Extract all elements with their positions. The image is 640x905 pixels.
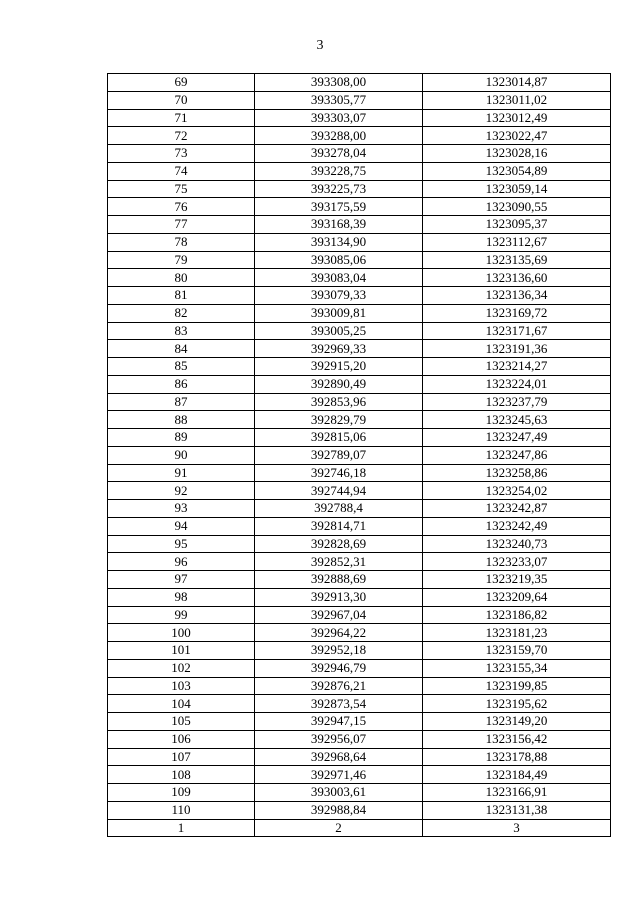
x-coordinate-cell: 392969,33 <box>255 340 423 358</box>
x-coordinate-cell: 392873,54 <box>255 695 423 713</box>
table-row <box>108 127 611 145</box>
y-coordinate-cell: 1323054,89 <box>423 162 611 180</box>
table-row <box>108 340 611 358</box>
x-coordinate-cell: 392853,96 <box>255 393 423 411</box>
point-number-cell: 96 <box>108 553 255 571</box>
point-number-cell: 98 <box>108 588 255 606</box>
point-number-cell: 84 <box>108 340 255 358</box>
x-coordinate-cell: 392814,71 <box>255 517 423 535</box>
x-coordinate-cell: 392915,20 <box>255 358 423 376</box>
table-row <box>108 446 611 464</box>
point-number-cell: 80 <box>108 269 255 287</box>
x-coordinate-cell: 393079,33 <box>255 287 423 305</box>
table-row <box>108 695 611 713</box>
x-coordinate-cell: 2 <box>255 819 423 837</box>
point-number-cell: 79 <box>108 251 255 269</box>
x-coordinate-cell: 393134,90 <box>255 233 423 251</box>
table-row <box>108 677 611 695</box>
x-coordinate-cell: 392746,18 <box>255 464 423 482</box>
table-row <box>108 91 611 109</box>
table-row <box>108 198 611 216</box>
y-coordinate-cell: 1323191,36 <box>423 340 611 358</box>
table-row <box>108 109 611 127</box>
point-number-cell: 95 <box>108 535 255 553</box>
point-number-cell: 73 <box>108 145 255 163</box>
point-number-cell: 100 <box>108 624 255 642</box>
y-coordinate-cell: 1323131,38 <box>423 801 611 819</box>
x-coordinate-cell: 392952,18 <box>255 642 423 660</box>
table-row <box>108 269 611 287</box>
y-coordinate-cell: 1323155,34 <box>423 659 611 677</box>
y-coordinate-cell: 1323136,34 <box>423 287 611 305</box>
x-coordinate-cell: 392852,31 <box>255 553 423 571</box>
y-coordinate-cell: 1323112,67 <box>423 233 611 251</box>
table-row <box>108 393 611 411</box>
y-coordinate-cell: 1323022,47 <box>423 127 611 145</box>
y-coordinate-cell: 1323237,79 <box>423 393 611 411</box>
coordinates-table-body <box>108 74 611 837</box>
point-number-cell: 110 <box>108 801 255 819</box>
point-number-cell: 101 <box>108 642 255 660</box>
y-coordinate-cell: 1323240,73 <box>423 535 611 553</box>
y-coordinate-cell: 3 <box>423 819 611 837</box>
point-number-cell: 86 <box>108 375 255 393</box>
point-number-cell: 1 <box>108 819 255 837</box>
point-number-cell: 82 <box>108 304 255 322</box>
point-number-cell: 103 <box>108 677 255 695</box>
x-coordinate-cell: 392971,46 <box>255 766 423 784</box>
x-coordinate-cell: 393288,00 <box>255 127 423 145</box>
y-coordinate-cell: 1323247,49 <box>423 429 611 447</box>
table-row <box>108 251 611 269</box>
table-row <box>108 233 611 251</box>
x-coordinate-cell: 393175,59 <box>255 198 423 216</box>
y-coordinate-cell: 1323090,55 <box>423 198 611 216</box>
y-coordinate-cell: 1323059,14 <box>423 180 611 198</box>
point-number-cell: 74 <box>108 162 255 180</box>
point-number-cell: 78 <box>108 233 255 251</box>
table-row <box>108 411 611 429</box>
y-coordinate-cell: 1323195,62 <box>423 695 611 713</box>
table-row <box>108 180 611 198</box>
table-row <box>108 322 611 340</box>
y-coordinate-cell: 1323028,16 <box>423 145 611 163</box>
x-coordinate-cell: 392876,21 <box>255 677 423 695</box>
table-row <box>108 659 611 677</box>
point-number-cell: 76 <box>108 198 255 216</box>
x-coordinate-cell: 393168,39 <box>255 216 423 234</box>
table-row <box>108 571 611 589</box>
table-row <box>108 553 611 571</box>
x-coordinate-cell: 392964,22 <box>255 624 423 642</box>
x-coordinate-cell: 393305,77 <box>255 91 423 109</box>
y-coordinate-cell: 1323199,85 <box>423 677 611 695</box>
table-row <box>108 287 611 305</box>
point-number-cell: 70 <box>108 91 255 109</box>
x-coordinate-cell: 392789,07 <box>255 446 423 464</box>
point-number-cell: 97 <box>108 571 255 589</box>
x-coordinate-cell: 393003,61 <box>255 784 423 802</box>
y-coordinate-cell: 1323156,42 <box>423 730 611 748</box>
table-row <box>108 145 611 163</box>
y-coordinate-cell: 1323011,02 <box>423 91 611 109</box>
y-coordinate-cell: 1323012,49 <box>423 109 611 127</box>
table-row <box>108 748 611 766</box>
y-coordinate-cell: 1323184,49 <box>423 766 611 784</box>
point-number-cell: 93 <box>108 500 255 518</box>
x-coordinate-cell: 393005,25 <box>255 322 423 340</box>
point-number-cell: 71 <box>108 109 255 127</box>
table-row <box>108 713 611 731</box>
table-row <box>108 606 611 624</box>
table-row <box>108 375 611 393</box>
table-row <box>108 624 611 642</box>
y-coordinate-cell: 1323014,87 <box>423 74 611 92</box>
y-coordinate-cell: 1323169,72 <box>423 304 611 322</box>
table-row <box>108 429 611 447</box>
x-coordinate-cell: 393009,81 <box>255 304 423 322</box>
y-coordinate-cell: 1323149,20 <box>423 713 611 731</box>
table-row <box>108 304 611 322</box>
x-coordinate-cell: 392788,4 <box>255 500 423 518</box>
point-number-cell: 91 <box>108 464 255 482</box>
y-coordinate-cell: 1323186,82 <box>423 606 611 624</box>
point-number-cell: 99 <box>108 606 255 624</box>
point-number-cell: 90 <box>108 446 255 464</box>
x-coordinate-cell: 392988,84 <box>255 801 423 819</box>
x-coordinate-cell: 393085,06 <box>255 251 423 269</box>
y-coordinate-cell: 1323159,70 <box>423 642 611 660</box>
y-coordinate-cell: 1323242,87 <box>423 500 611 518</box>
x-coordinate-cell: 393308,00 <box>255 74 423 92</box>
x-coordinate-cell: 393225,73 <box>255 180 423 198</box>
point-number-cell: 83 <box>108 322 255 340</box>
point-number-cell: 72 <box>108 127 255 145</box>
point-number-cell: 108 <box>108 766 255 784</box>
y-coordinate-cell: 1323258,86 <box>423 464 611 482</box>
point-number-cell: 85 <box>108 358 255 376</box>
y-coordinate-cell: 1323178,88 <box>423 748 611 766</box>
column-index-row <box>108 819 611 837</box>
y-coordinate-cell: 1323224,01 <box>423 375 611 393</box>
x-coordinate-cell: 393303,07 <box>255 109 423 127</box>
page-number: 3 <box>316 38 324 53</box>
y-coordinate-cell: 1323247,86 <box>423 446 611 464</box>
x-coordinate-cell: 392744,94 <box>255 482 423 500</box>
y-coordinate-cell: 1323233,07 <box>423 553 611 571</box>
x-coordinate-cell: 392829,79 <box>255 411 423 429</box>
x-coordinate-cell: 393083,04 <box>255 269 423 287</box>
table-row <box>108 535 611 553</box>
y-coordinate-cell: 1323095,37 <box>423 216 611 234</box>
point-number-cell: 106 <box>108 730 255 748</box>
y-coordinate-cell: 1323245,63 <box>423 411 611 429</box>
table-row <box>108 517 611 535</box>
y-coordinate-cell: 1323166,91 <box>423 784 611 802</box>
y-coordinate-cell: 1323219,35 <box>423 571 611 589</box>
y-coordinate-cell: 1323242,49 <box>423 517 611 535</box>
table-row <box>108 74 611 92</box>
table-row <box>108 216 611 234</box>
table-row <box>108 588 611 606</box>
y-coordinate-cell: 1323136,60 <box>423 269 611 287</box>
y-coordinate-cell: 1323209,64 <box>423 588 611 606</box>
point-number-cell: 102 <box>108 659 255 677</box>
x-coordinate-cell: 392956,07 <box>255 730 423 748</box>
table-row <box>108 500 611 518</box>
x-coordinate-cell: 393228,75 <box>255 162 423 180</box>
x-coordinate-cell: 392946,79 <box>255 659 423 677</box>
table-row <box>108 358 611 376</box>
table-row <box>108 766 611 784</box>
x-coordinate-cell: 392890,49 <box>255 375 423 393</box>
y-coordinate-cell: 1323214,27 <box>423 358 611 376</box>
x-coordinate-cell: 392968,64 <box>255 748 423 766</box>
point-number-cell: 69 <box>108 74 255 92</box>
table-row <box>108 464 611 482</box>
point-number-cell: 88 <box>108 411 255 429</box>
x-coordinate-cell: 392967,04 <box>255 606 423 624</box>
table-row <box>108 642 611 660</box>
point-number-cell: 109 <box>108 784 255 802</box>
x-coordinate-cell: 392828,69 <box>255 535 423 553</box>
point-number-cell: 87 <box>108 393 255 411</box>
point-number-cell: 75 <box>108 180 255 198</box>
y-coordinate-cell: 1323135,69 <box>423 251 611 269</box>
table-row <box>108 730 611 748</box>
point-number-cell: 94 <box>108 517 255 535</box>
x-coordinate-cell: 392815,06 <box>255 429 423 447</box>
table-row <box>108 162 611 180</box>
coordinates-table <box>107 73 611 837</box>
y-coordinate-cell: 1323181,23 <box>423 624 611 642</box>
y-coordinate-cell: 1323254,02 <box>423 482 611 500</box>
point-number-cell: 81 <box>108 287 255 305</box>
y-coordinate-cell: 1323171,67 <box>423 322 611 340</box>
point-number-cell: 107 <box>108 748 255 766</box>
table-row <box>108 784 611 802</box>
x-coordinate-cell: 393278,04 <box>255 145 423 163</box>
x-coordinate-cell: 392888,69 <box>255 571 423 589</box>
point-number-cell: 89 <box>108 429 255 447</box>
x-coordinate-cell: 392913,30 <box>255 588 423 606</box>
x-coordinate-cell: 392947,15 <box>255 713 423 731</box>
table-row <box>108 801 611 819</box>
point-number-cell: 105 <box>108 713 255 731</box>
point-number-cell: 92 <box>108 482 255 500</box>
table-row <box>108 482 611 500</box>
point-number-cell: 104 <box>108 695 255 713</box>
point-number-cell: 77 <box>108 216 255 234</box>
